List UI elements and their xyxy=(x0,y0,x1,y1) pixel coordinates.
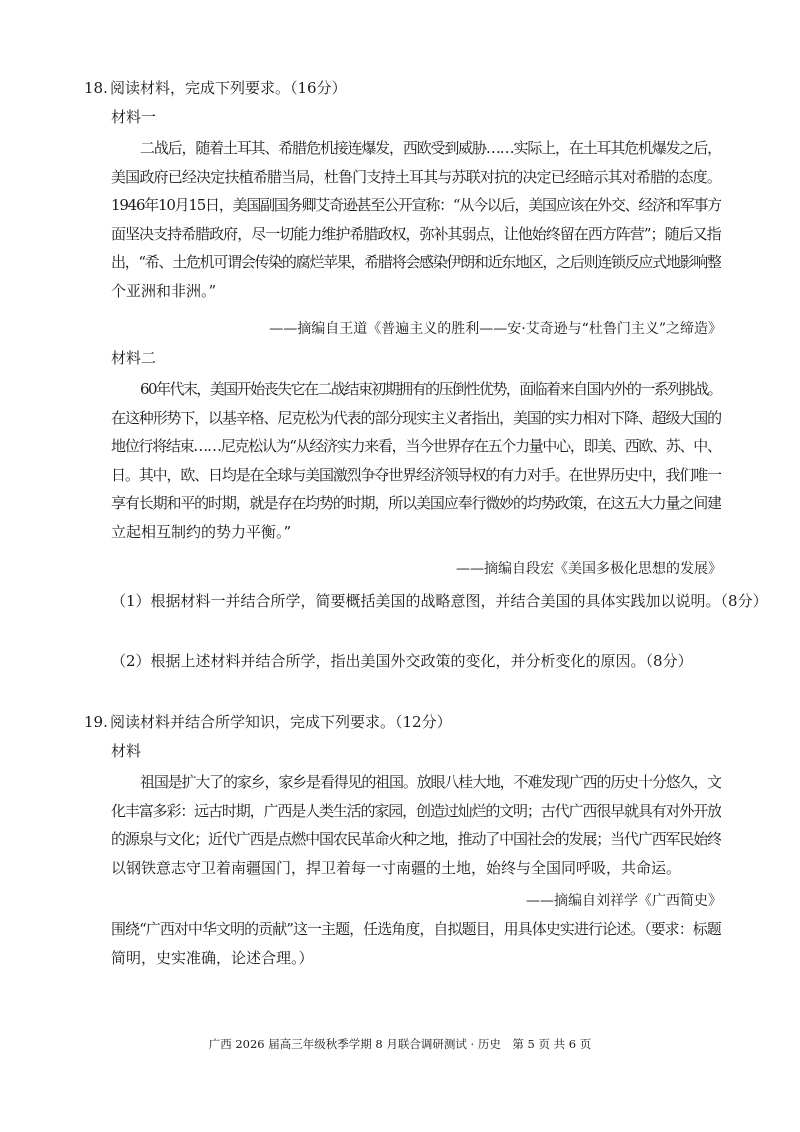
material-1-line: 1946年10月15日，美国副国务卿艾奇逊甚至公开宣称：“从今以后，美国应该在外交、经济和军事方 xyxy=(111,196,721,215)
question-19-task xyxy=(111,915,721,972)
material-1-label: 材料一 xyxy=(111,108,157,126)
material-2-line: 日。其中，欧、日均是在全球与美国激烈争夺世界经济领导权的有力对手。在世界历史中，我们唯一 xyxy=(111,465,721,484)
material-19-line: 化丰富多彩：远古时期，广西是人类生活的家园，创造过灿烂的文明；古代广西很早就具有对外开放 xyxy=(111,801,721,820)
question-18-text: 阅读材料，完成下列要求。（16分） xyxy=(110,79,347,97)
material-2-text xyxy=(111,375,721,547)
question-18-part-1: （1）根据材料一并结合所学，简要概括美国的战略意图，并结合美国的具体实践加以说明。（8分） xyxy=(111,592,768,610)
question-19-number: 19. xyxy=(84,713,108,731)
question-19-task-line: 简明，史实准确，论述合理。） xyxy=(111,948,314,967)
question-18-title xyxy=(84,77,347,98)
question-19-task-line: 围绕“广西对中华文明的贡献”这一主题，任选角度，自拟题目，用具体史实进行论述。（要求：标题 xyxy=(111,920,721,938)
material-2-label: 材料二 xyxy=(111,349,157,367)
material-1-line: 面坚决支持希腊政府，尽一切能力维护希腊政权，弥补其弱点，让他始终留在西方阵营”；随后又指 xyxy=(111,224,721,243)
material-2-source: ——摘编自段宏《美国多极化思想的发展》 xyxy=(456,561,722,577)
material-1-line: 美国政府已经决定扶植希腊当局，杜鲁门支持土耳其与苏联对抗的决定已经暗示其对希腊的态度。 xyxy=(111,167,721,186)
question-18-part-2: （2）根据上述材料并结合所学，指出美国外交政策的变化，并分析变化的原因。（8分） xyxy=(111,652,693,670)
material-19-line: 以钢铁意志守卫着南疆国门，捍卫着每一寸南疆的土地，始终与全国同呼吸，共命运。 xyxy=(111,858,682,877)
material-19-source: ——摘编自刘祥学《广西简史》 xyxy=(526,893,722,909)
material-19-label: 材料 xyxy=(111,742,142,760)
material-2-line: 60年代末，美国开始丧失它在二战结束初期拥有的压倒性优势，面临着来自国内外的一系列挑战。 xyxy=(140,380,721,398)
material-2-line: 地位行将结束……尼克松认为“从经济实力来看，当今世界存在五个力量中心，即美、西欧、苏、中、 xyxy=(111,437,721,456)
material-1-text xyxy=(111,134,721,306)
material-1-line: 出，“希、土危机可谓会传染的腐烂苹果，希腊将会感染伊朗和近东地区，之后则连锁反应式地影响整 xyxy=(111,253,721,272)
material-1-line: 二战后，随着土耳其、希腊危机接连爆发，西欧受到威胁……实际上，在土耳其危机爆发之后， xyxy=(140,139,721,157)
question-18-number: 18. xyxy=(84,79,108,97)
material-2-line: 享有长期和平的时期，就是存在均势的时期，所以美国应奉行微妙的均势政策，在这五大力量之间建 xyxy=(111,494,721,513)
material-1-line: 个亚洲和非洲。” xyxy=(111,281,217,300)
material-2-line: 立起相互制约的势力平衡。” xyxy=(111,522,292,541)
material-19-line: 祖国是扩大了的家乡，家乡是看得见的祖国。放眼八桂大地，不难发现广西的历史十分悠久，文 xyxy=(140,773,721,791)
material-1-source: ——摘编自王道《普遍主义的胜利——安·艾奇逊与“杜鲁门主义”之缔造》 xyxy=(269,321,722,337)
material-2-line: 在这种形势下，以基辛格、尼克松为代表的部分现实主义者指出，美国的实力相对下降、超级大国的 xyxy=(111,408,721,427)
page-footer: 广西 2026 届高三年级秋季学期 8 月联合调研测试 · 历史 第 5 页 共 6 页 xyxy=(208,1037,592,1051)
material-19-text xyxy=(111,768,721,882)
material-19-line: 的源泉与文化；近代广西是点燃中国农民革命火种之地，推动了中国社会的发展；当代广西军民始终 xyxy=(111,830,721,849)
question-19-title xyxy=(84,711,452,732)
question-19-text: 阅读材料并结合所学知识，完成下列要求。（12分） xyxy=(110,713,452,731)
